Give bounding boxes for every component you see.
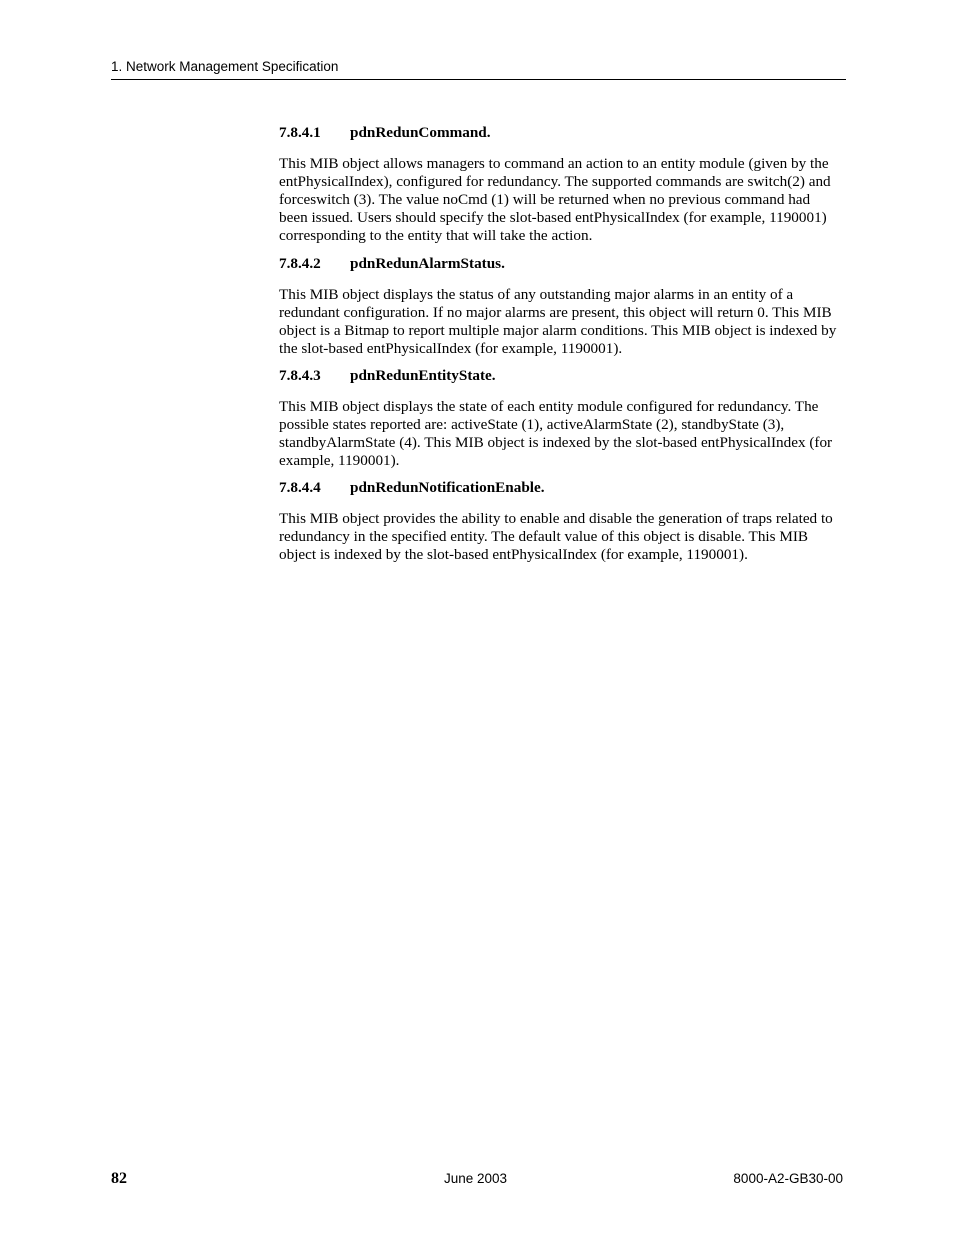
paragraph-line: the slot-based entPhysicalIndex (for example, 1190001).	[279, 340, 623, 357]
section-number: 7.8.4.1	[279, 124, 321, 141]
paragraph-line: possible states reported are: activeState (1), activeAlarmState (2), standbyState (3),	[279, 416, 785, 433]
document-number: 8000-A2-GB30-00	[733, 1171, 843, 1186]
section-title: pdnRedunNotificationEnable.	[350, 479, 545, 496]
section-title: pdnRedunAlarmStatus.	[350, 255, 505, 272]
section-heading	[279, 124, 844, 142]
running-header-title: 1. Network Management Specification	[111, 59, 339, 74]
section-number: 7.8.4.3	[279, 367, 321, 384]
section-title: pdnRedunCommand.	[350, 124, 491, 141]
section-pdnreduncommand	[279, 124, 844, 255]
section-heading	[279, 367, 844, 385]
section-paragraph	[279, 398, 844, 470]
paragraph-line: standbyAlarmState (4). This MIB object is indexed by the slot-based entPhysicalIndex (for	[279, 434, 833, 451]
paragraph-line: This MIB object allows managers to command an action to an entity module (given by the	[279, 155, 829, 172]
running-header	[111, 59, 846, 80]
section-number: 7.8.4.4	[279, 479, 321, 496]
paragraph-line: redundant configuration. If no major alarms are present, this object will return 0. This MIB	[279, 304, 832, 321]
section-number: 7.8.4.2	[279, 255, 321, 272]
section-pdnredunentitystate	[279, 367, 844, 480]
section-pdnredunalarmstatus	[279, 255, 844, 368]
section-paragraph	[279, 286, 844, 358]
footer-date: June 2003	[444, 1171, 508, 1186]
section-pdnredunnotificationenable	[279, 479, 844, 574]
section-paragraph	[279, 155, 844, 245]
paragraph-line: forceswitch (3). The value noCmd (1) will be returned when no previous command had	[279, 191, 811, 208]
paragraph-line: This MIB object displays the state of each entity module configured for redundancy. The	[279, 398, 819, 415]
paragraph-line: been issued. Users should specify the slot-based entPhysicalIndex (for example, 1190001)	[279, 209, 827, 226]
section-title: pdnRedunEntityState.	[350, 367, 496, 384]
paragraph-line: corresponding to the entity that will take the action.	[279, 227, 593, 244]
paragraph-line: This MIB object provides the ability to enable and disable the generation of traps related to	[279, 510, 833, 527]
page-number: 82	[111, 1170, 127, 1187]
paragraph-line: redundancy in the specified entity. The default value of this object is disable. This MIB	[279, 528, 809, 545]
section-heading	[279, 255, 844, 273]
section-paragraph	[279, 510, 844, 564]
paragraph-line: This MIB object displays the status of any outstanding major alarms in an entity of a	[279, 286, 794, 303]
paragraph-line: example, 1190001).	[279, 452, 400, 469]
paragraph-line: entPhysicalIndex), configured for redundancy. The supported commands are switch(2) and	[279, 173, 831, 190]
paragraph-line: object is indexed by the slot-based entPhysicalIndex (for example, 1190001).	[279, 546, 748, 563]
section-heading	[279, 479, 844, 497]
paragraph-line: object is a Bitmap to report multiple major alarm conditions. This MIB object is indexed by	[279, 322, 837, 339]
